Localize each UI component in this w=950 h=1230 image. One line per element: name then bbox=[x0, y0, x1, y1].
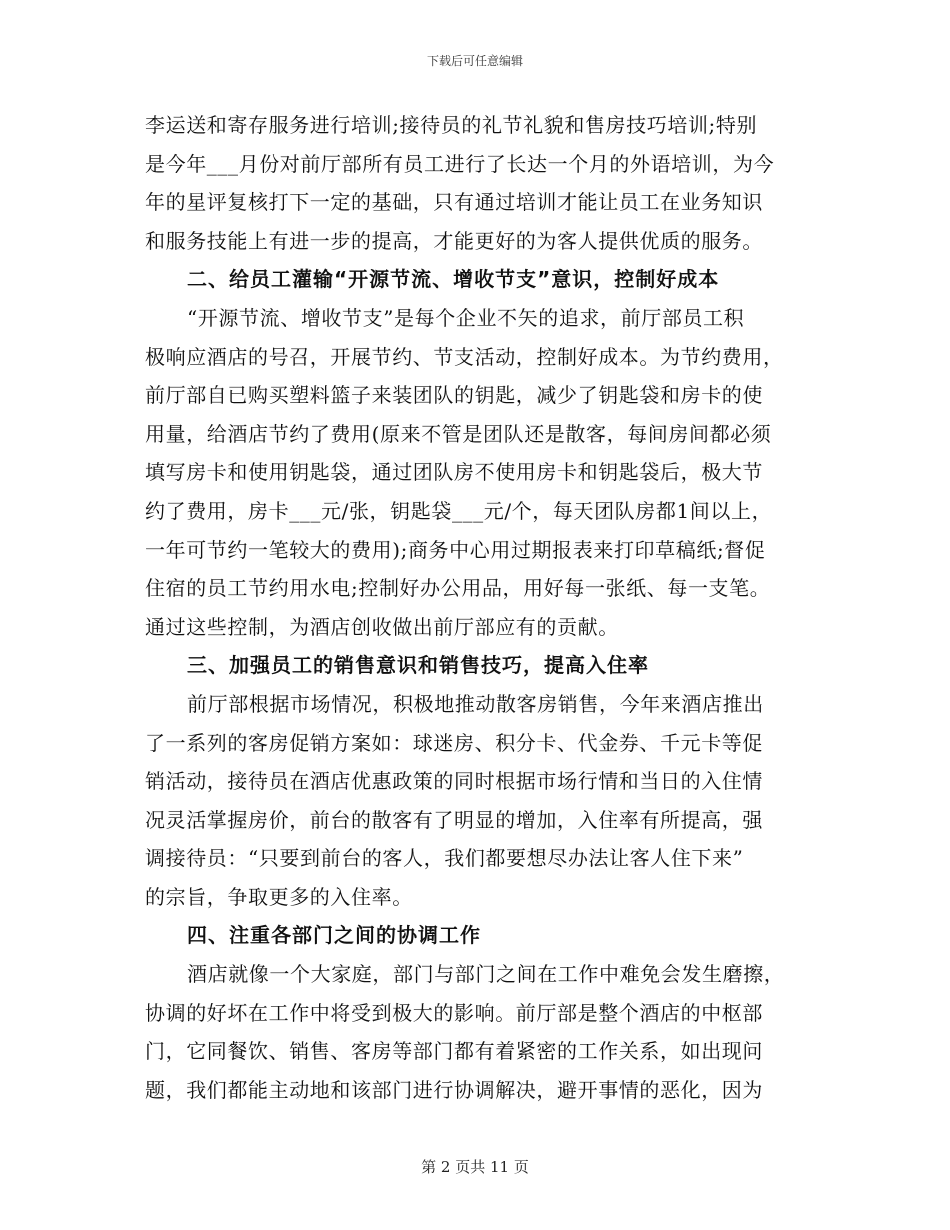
body-line: 销活动，接待员在酒店优惠政策的同时根据市场行情和当日的入住情 bbox=[145, 769, 763, 794]
paragraph-first-line: 前厅部根据市场情况，积极地推动散客房销售，今年来酒店推出 bbox=[187, 691, 764, 716]
body-line: 住宿的员工节约用水电;控制好办公用品，用好每一张纸、每一支笔。 bbox=[145, 576, 771, 601]
body-line: 调接待员：“只要到前台的客人，我们都要想尽办法让客人住下来” bbox=[145, 846, 744, 871]
paragraph-first-line: “开源节流、增收节支”是每个企业不矢的追求，前厅部员工积 bbox=[187, 305, 745, 330]
paragraph-first-line: 酒店就像一个大家庭，部门与部门之间在工作中难免会发生磨擦， bbox=[187, 962, 785, 987]
page-header: 下载后可任意编辑 bbox=[426, 54, 523, 68]
body-line: 一年可节约一笔较大的费用);商务中心用过期报表来打印草稿纸;督促 bbox=[145, 537, 766, 562]
body-line: 了一系列的客房促销方案如：球迷房、积分卡、代金券、千元卡等促 bbox=[145, 730, 763, 755]
section-heading: 四、注重各部门之间的协调工作 bbox=[187, 923, 481, 948]
body-line: 年的星评复核打下一定的基础，只有通过培训才能让员工在业务知识 bbox=[145, 190, 763, 215]
body-line: 李运送和寄存服务进行培训;接待员的礼节礼貌和售房技巧培训;特别 bbox=[145, 113, 758, 137]
body-line: 约了费用，房卡___元/张，钥匙袋___元/个，每天团队房都1间以上， bbox=[145, 498, 773, 523]
body-line: 通过这些控制，为酒店创收做出前厅部应有的贡献。 bbox=[145, 614, 619, 639]
body-line: 用量，给酒店节约了费用(原来不管是团队还是散客，每间房间都必须 bbox=[145, 421, 772, 446]
body-line: 和服务技能上有进一步的提高，才能更好的为客人提供优质的服务。 bbox=[145, 228, 763, 253]
page-number-footer: 第 2 页共 11 页 bbox=[421, 1158, 529, 1176]
body-line: 门，它同餐饮、销售、客房等部门都有着紧密的工作关系，如出现问 bbox=[145, 1039, 763, 1064]
body-line: 的宗旨，争取更多的入住率。 bbox=[145, 884, 413, 909]
body-line: 前厅部自已购买塑料篮子来装团队的钥匙，减少了钥匙袋和房卡的使 bbox=[145, 383, 763, 408]
body-line: 题，我们都能主动地和该部门进行协调解决，避开事情的恶化，因为 bbox=[145, 1077, 763, 1102]
section-heading: 三、加强员工的销售意识和销售技巧，提高入住率 bbox=[187, 653, 649, 678]
section-heading: 二、给员工灌输“开源节流、增收节支”意识，控制好成本 bbox=[187, 267, 720, 292]
document-body bbox=[145, 106, 805, 1109]
body-line: 协调的好坏在工作中将受到极大的影响。前厅部是整个酒店的中枢部 bbox=[145, 1000, 763, 1025]
body-line: 况灵活掌握房价，前台的散客有了明显的增加，入住率有所提高，强 bbox=[145, 807, 763, 832]
body-line: 是今年___月份对前厅部所有员工进行了长达一个月的外语培训，为今 bbox=[145, 151, 775, 176]
body-line: 填写房卡和使用钥匙袋，通过团队房不使用房卡和钥匙袋后，极大节 bbox=[145, 460, 763, 485]
body-line: 极响应酒店的号召，开展节约、节支活动，控制好成本。为节约费用， bbox=[145, 344, 784, 369]
